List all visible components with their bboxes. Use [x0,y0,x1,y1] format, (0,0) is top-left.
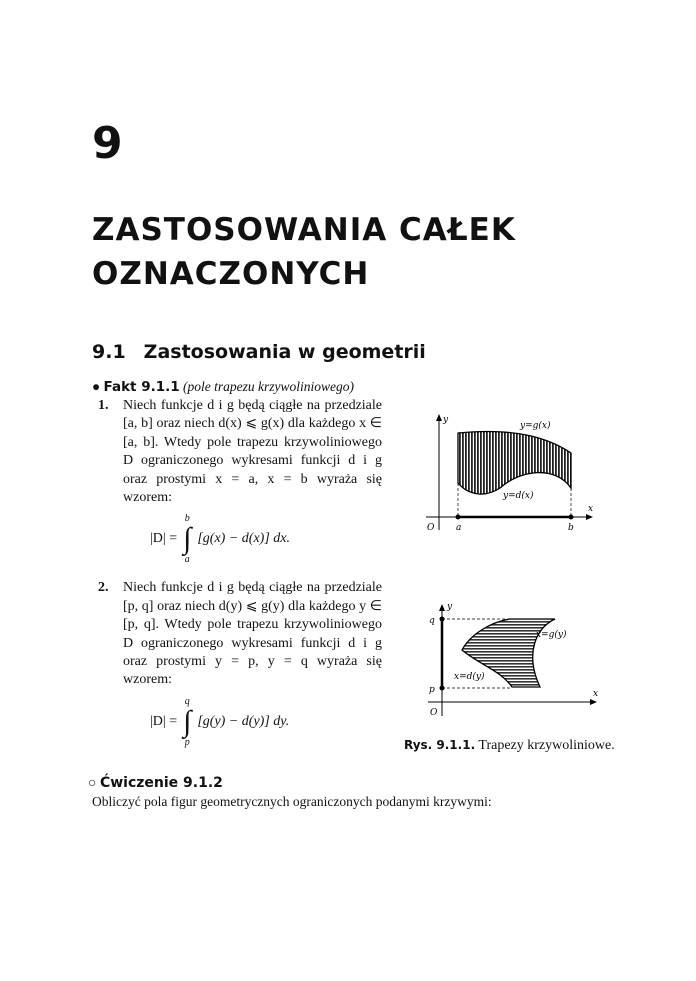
y-arrow [439,604,445,611]
g-curve-label: y=g(x) [520,421,551,431]
chapter-title-line1: ZASTOSOWANIA CAŁEK [92,212,516,248]
formula-lhs: |D| = [150,531,178,547]
item-number: 1. [98,398,109,413]
d-curve-label: x=d(y) [454,672,485,682]
item-text: Niech funkcje d i g będą ciągłe na przedziale [a, b] oraz niech d(x) ⩽ g(x) dla każdego x ∈ [a, b]. Wtedy pole trapezu krzywoliniowego D ograniczonego wykresami funkcji d i g oraz prostymi x = a, x = b wyraża się wzorem: [123,398,382,506]
figure-1 [426,414,593,533]
caption-text: Trapezy krzywoliniowe. [478,738,615,753]
integrand: [g(x) − d(x)] dx. [197,531,290,547]
y-label: y [443,415,449,425]
lower-limit: a [184,554,190,566]
upper-limit: b [184,513,190,525]
exercise-text: Obliczyć pola figur geometrycznych ograniczonych podanymi krzywymi: [92,793,492,809]
fact-bullet: ● [92,379,101,394]
exercise-bullet: ○ [88,775,97,791]
item-text: Niech funkcje d i g będą ciągłe na przedziale [p, q] oraz niech d(y) ⩽ g(y) dla każdego y ∈ [p, q]. Wtedy pole trapezu krzywoliniowego D ograniczonego wykresami funkcji d i g oraz prostymi y = p, y = q wyraża się wzorem: [123,580,382,688]
q-label: q [429,616,435,626]
exercise-label: Ćwiczenie 9.1.2 [99,774,223,791]
section-title: Zastosowania w geometrii [143,341,426,363]
y-label: y [447,602,453,612]
chapter-number: 9 [92,118,123,169]
figure-2 [428,602,598,718]
figure-caption [404,738,615,754]
integral-sign: ∫ [183,704,192,738]
formula-lhs: |D| = [150,713,178,729]
chapter-title-line2: OZNACZONYCH [92,256,370,292]
p-label: p [429,685,435,695]
x-label: x [593,689,599,699]
g-curve-label: x=g(y) [536,630,567,640]
caption-label: Rys. 9.1.1. [404,738,476,752]
x-arrow [586,514,593,520]
d-curve-label: y=d(x) [503,491,534,501]
section-number: 9.1 [92,341,126,363]
origin-label: O [430,708,438,718]
x-arrow [590,699,597,705]
a-label: a [456,523,462,533]
origin-label: O [427,523,435,533]
integrand: [g(y) − d(y)] dy. [197,713,290,729]
fact-subtitle: (pole trapezu krzywoliniowego) [183,379,354,394]
integral-sign: ∫ [183,522,192,556]
shaded-region [458,431,571,494]
item-number: 2. [98,580,109,596]
b-label: b [568,523,574,533]
y-arrow [436,414,442,421]
upper-limit: q [184,695,190,707]
lower-limit: p [184,736,190,748]
fact-label: Fakt 9.1.1 [103,379,180,395]
x-label: x [588,504,594,514]
